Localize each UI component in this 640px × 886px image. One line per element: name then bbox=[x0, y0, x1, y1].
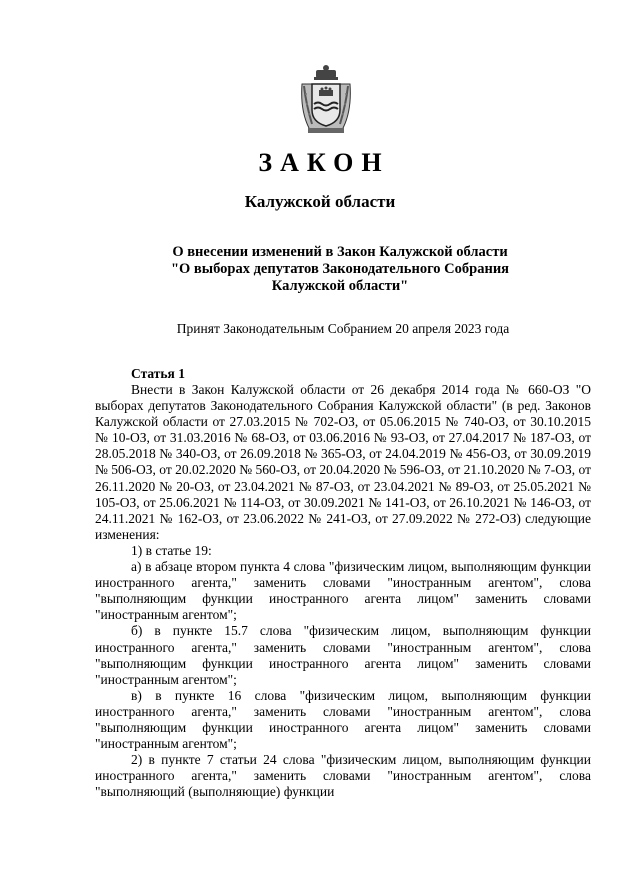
paragraph: 1) в статье 19: bbox=[131, 542, 212, 558]
paragraph: б) в пункте 15.7 слова "физическим лицом, выполняющим функции иностранного агента," заменить словами "иностранным агентом", слова "выполняющим функции иностранного агента лицом" заменить словами "иностранным агентом"; bbox=[95, 623, 591, 687]
article-body bbox=[95, 382, 591, 800]
adoption-note: Принят Законодательным Собранием 20 апреля 2023 года bbox=[176, 321, 510, 336]
region-subtitle: Калужской области bbox=[244, 192, 396, 211]
kaluga-coat-of-arms-icon bbox=[296, 64, 356, 136]
document-type-title: ЗАКОН bbox=[258, 148, 390, 177]
paragraph: 2) в пункте 7 статьи 24 слова "физическим лицом, выполняющим функции иностранного агента," заменить словами "иностранным агентом", слова "выполняющий (выполняющие) функции bbox=[95, 752, 591, 800]
paragraph: а) в абзаце втором пункта 4 слова "физическим лицом, выполняющим функции иностранного агента," заменить словами "иностранным агентом", слова "выполняющим функции иностранного агента лицом" заменить словами "иностранным агентом"; bbox=[95, 559, 591, 623]
heading-line: Калужской области" bbox=[271, 278, 409, 294]
document-heading bbox=[150, 244, 530, 295]
heading-line: О внесении изменений в Закон Калужской области bbox=[172, 244, 508, 260]
paragraph: в) в пункте 16 слова "физическим лицом, выполняющим функции иностранного агента," заменить словами "иностранным агентом", слова "выполняющим функции иностранного агента лицом" заменить словами "иностранным агентом"; bbox=[95, 687, 591, 752]
heading-line: "О выборах депутатов Законодательного Собрания bbox=[170, 261, 510, 277]
paragraph: Внести в Закон Калужской области от 26 декабря 2014 года № 660-ОЗ "О выборах депутатов Законодательного Собрания Калужской области" (в ред. Законов Калужской области от 27.03.2015 № 702-ОЗ, от 05.06.2015 № 740-ОЗ, от 30.10.2015 № 10-ОЗ, от 31.03.2016 № 68-ОЗ, от 03.06.2016 № 93-ОЗ, от 27.04.2017 № 187-ОЗ, от 28.05.2018 № 340-ОЗ, от 26.09.2018 № 365-ОЗ, от 24.04.2019 № 456-ОЗ, от 30.09.2019 № 506-ОЗ, от 20.02.2020 № 560-ОЗ, от 20.04.2020 № 596-ОЗ, от 21.10.2020 № 7-ОЗ, от 26.11.2020 № 20-ОЗ, от 23.04.2021 № 87-ОЗ, от 23.04.2021 № 89-ОЗ, от 25.05.2021 № 105-ОЗ, от 25.06.2021 № 114-ОЗ, от 30.09.2021 № 141-ОЗ, от 26.10.2021 № 146-ОЗ, от 24.11.2021 № 162-ОЗ, от 23.06.2022 № 241-ОЗ, от 27.09.2022 № 272-ОЗ) следующие изменения: bbox=[95, 382, 591, 542]
article-title: Статья 1 bbox=[131, 366, 185, 381]
